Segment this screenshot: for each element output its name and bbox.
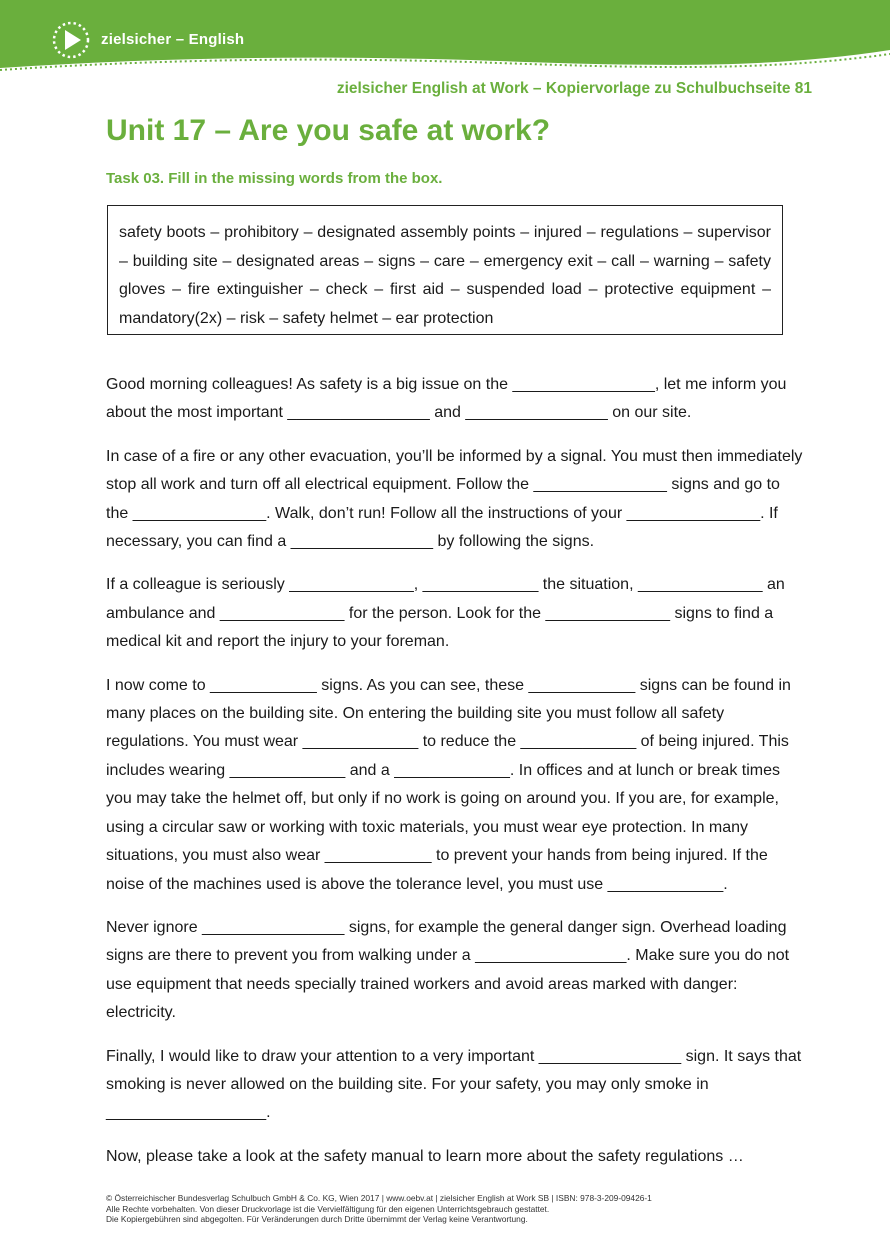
copyright-footer bbox=[106, 1193, 652, 1225]
word-box: safety boots – prohibitory – designated assembly points – injured – regulations – supervisor – building site – designated areas – signs – care – emergency exit – call – warning – safety gloves – fire extinguisher – check – first aid – suspended load – protective equipment – mandatory(2x) – risk – safety helmet – ear protection bbox=[107, 205, 783, 335]
footer-line: Alle Rechte vorbehalten. Von dieser Druckvorlage ist die Vervielfältigung für den eigenen Unterrichtsgebrauch gestattet. bbox=[106, 1203, 550, 1214]
paragraph: If a colleague is seriously ______________, _____________ the situation, ______________ an ambulance and ______________ for the person. Look for the ______________ signs to find a medical kit and report the injury to your foreman. bbox=[106, 576, 785, 651]
footer-line: Die Kopiergebühren sind abgegolten. Für Veränderungen durch Dritte übernimmt der Verlag keine Verantwortung. bbox=[106, 1214, 528, 1224]
brand-name: zielsicher – English bbox=[101, 31, 245, 48]
footer-line: © Österreichischer Bundesverlag Schulbuch GmbH & Co. KG, Wien 2017 | www.oebv.at | zielsicher English at Work SB | ISBN: 978-3-209-09426-1 bbox=[106, 1193, 652, 1203]
page-reference: zielsicher English at Work – Kopiervorlage zu Schulbuchseite 81 bbox=[336, 80, 812, 97]
paragraph: Good morning colleagues! As safety is a big issue on the ________________, let me inform you about the most important ________________ and ________________ on our site. bbox=[106, 376, 787, 422]
paragraph: Finally, I would like to draw your attention to a very important ________________ sign. It says that smoking is never allowed on the building site. For your safety, you may only smoke in __________________. bbox=[106, 1047, 802, 1122]
paragraph: In case of a fire or any other evacuation, you’ll be informed by a signal. You must then immediately stop all work and turn off all electrical equipment. Follow the _______________ signs and go to the _______________. Walk, don’t run! Follow all the instructions of your _______________. If necessary, you can find a ________________ by following the signs. bbox=[106, 447, 803, 551]
page-title: Unit 17 – Are you safe at work? bbox=[106, 114, 551, 147]
task-instruction: Task 03. Fill in the missing words from the box. bbox=[106, 170, 443, 187]
exercise-text bbox=[106, 371, 806, 1186]
play-logo-icon bbox=[51, 20, 91, 60]
paragraph: I now come to ____________ signs. As you can see, these ____________ signs can be found in many places on the building site. On entering the building site you must follow all safety regulations. You must wear _____________ to reduce the _____________ of being injured. This includes wearing _____________ and a _____________. In offices and at lunch or break times you may take the helmet off, but only if no work is going on around you. If you are, for example, using a circular saw or working with toxic materials, you must wear eye protection. In many situations, you must also wear ____________ to prevent your hands from being injured. If the noise of the machines used is above the tolerance level, you must use _____________. bbox=[106, 676, 791, 893]
paragraph: Never ignore ________________ signs, for example the general danger sign. Overhead loading signs are there to prevent you from walking under a _________________. Make sure you do not use equipment that needs specially trained workers and avoid areas marked with danger: electricity. bbox=[106, 918, 790, 1022]
paragraph: Now, please take a look at the safety manual to learn more about the safety regulations … bbox=[106, 1147, 744, 1165]
